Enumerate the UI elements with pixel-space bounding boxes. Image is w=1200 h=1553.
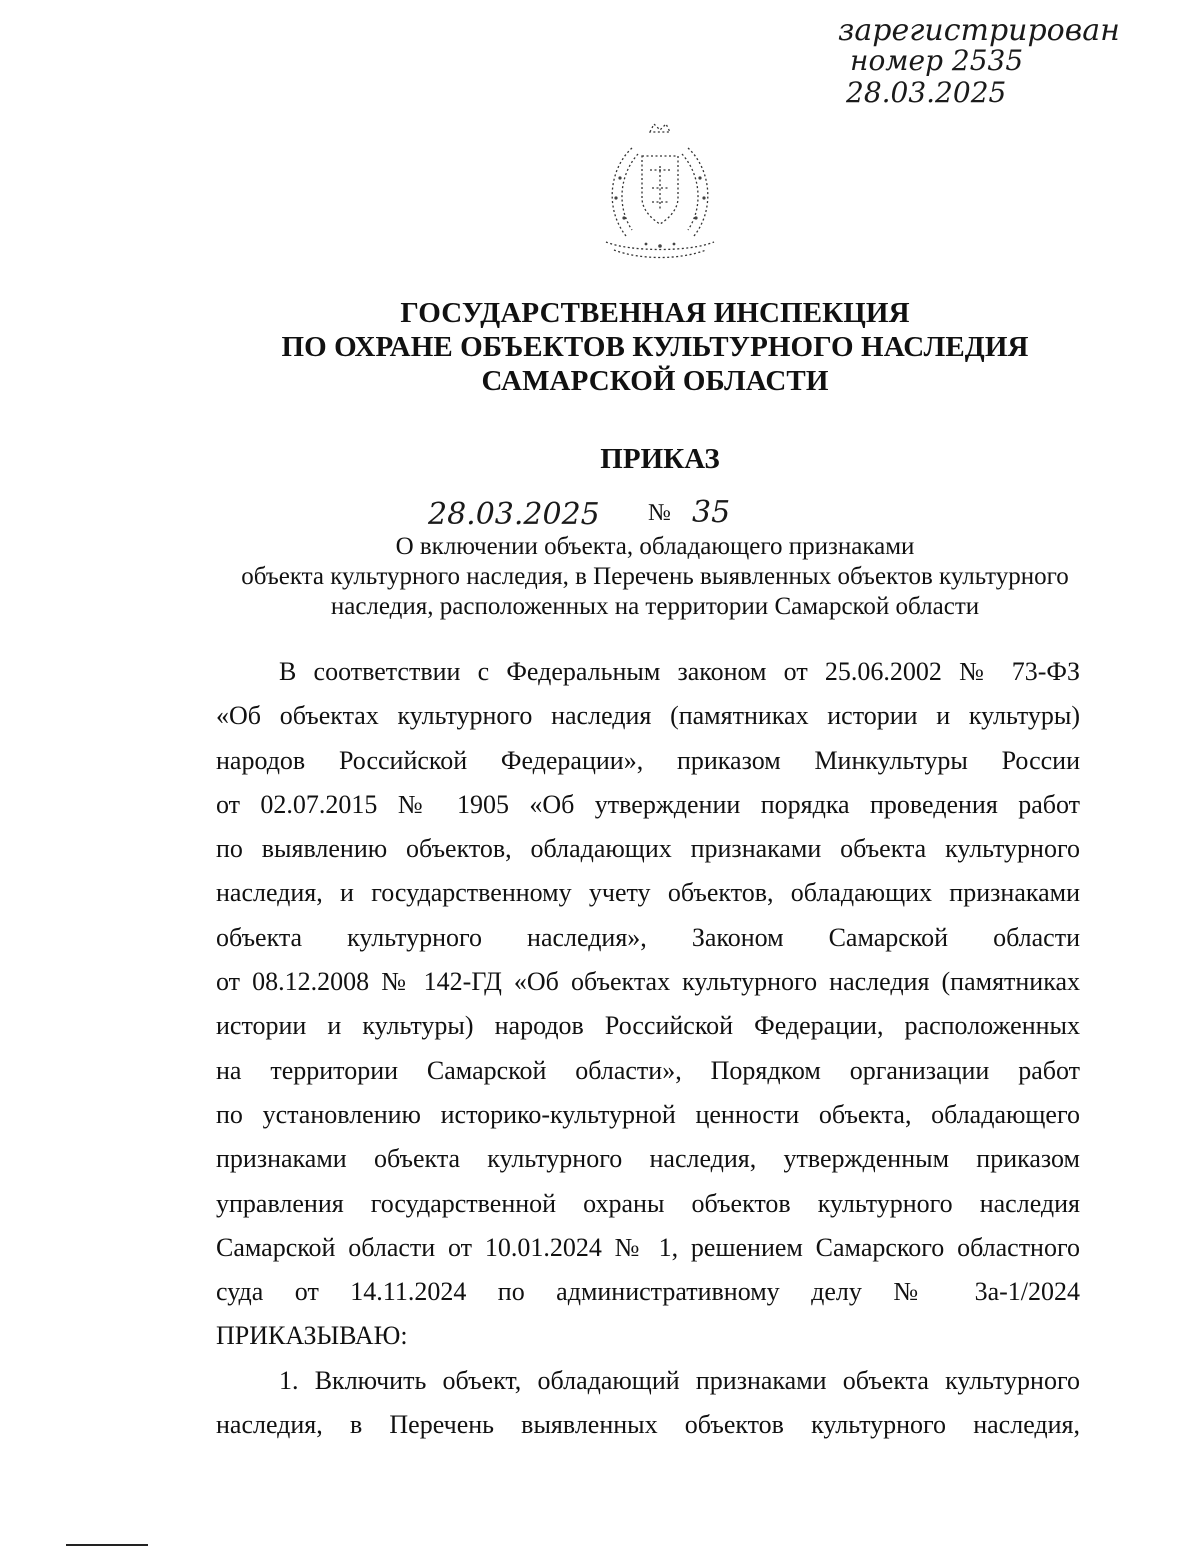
handwritten-date: 28.03.2025: [428, 497, 600, 532]
preamble-line: признаками объекта культурного наследия, утвержденным приказом: [216, 1144, 1080, 1174]
preamble-line: на территории Самарской области», Порядком организации работ: [216, 1055, 1080, 1085]
subject-line3: наследия, расположенных на территории Самарской области: [330, 593, 980, 620]
preamble-line: народов Российской Федерации», приказом Минкультуры России: [216, 745, 1080, 775]
preamble-line: суда от 14.11.2024 по административному делу № 3а-1/2024: [216, 1277, 1080, 1307]
preamble-line: В соответствии с Федеральным законом от 25.06.2002 № 73-ФЗ: [279, 657, 1080, 686]
item1-line: 1. Включить объект, обладающий признаками объекта культурного: [279, 1365, 1080, 1395]
number-sign: №: [648, 500, 671, 526]
order-word: ПРИКАЗЫВАЮ:: [216, 1321, 408, 1351]
document-body: [216, 650, 1080, 1447]
preamble-line: по установлению историко-культурной ценности объекта, обладающего: [216, 1099, 1080, 1129]
preamble-line: управления государственной охраны объектов культурного наследия: [216, 1188, 1080, 1218]
document-kind: ПРИКАЗ: [600, 443, 720, 475]
stamp-line3: 28.03.2025: [846, 76, 1007, 109]
preamble-line: «Об объектах культурного наследия (памятниках истории и культуры): [216, 701, 1080, 731]
handwritten-number: 35: [692, 495, 731, 530]
preamble-line: наследия, и государственному учету объектов, обладающих признаками: [216, 878, 1080, 908]
stamp-line2: номер 2535: [850, 44, 1024, 77]
organization-title-line3: САМАРСКОЙ ОБЛАСТИ: [481, 365, 829, 397]
organization-title: [200, 296, 1110, 398]
preamble-line: истории и культуры) народов Российской Федерации, расположенных: [216, 1011, 1080, 1041]
document-subject: [200, 532, 1110, 622]
subject-line1: О включении объекта, обладающего признаками: [395, 533, 915, 560]
organization-title-line1: ГОСУДАРСТВЕННАЯ ИНСПЕКЦИЯ: [400, 297, 910, 329]
preamble-line: Самарской области от 10.01.2024 № 1, решением Самарского областного: [216, 1232, 1080, 1262]
date-number-row: [420, 488, 800, 538]
item1-line: наследия, в Перечень выявленных объектов культурного наследия,: [216, 1410, 1080, 1440]
stamp-line1: зарегистрирован: [838, 13, 1120, 48]
organization-title-line2: ПО ОХРАНЕ ОБЪЕКТОВ КУЛЬТУРНОГО НАСЛЕДИЯ: [281, 331, 1029, 363]
preamble-line: от 02.07.2015 № 1905 «Об утверждении порядка проведения работ: [216, 789, 1080, 819]
preamble-line: объекта культурного наследия», Законом Самарской области: [216, 922, 1080, 952]
subject-line2: объекта культурного наследия, в Перечень выявленных объектов культурного: [241, 563, 1069, 590]
footnote-divider: [66, 1544, 148, 1546]
registration-stamp: [828, 6, 1120, 116]
preamble-line: от 08.12.2008 № 142-ГД «Об объектах культурного наследия (памятниках: [216, 967, 1080, 997]
coat-of-arms-icon: [590, 118, 730, 268]
preamble-line: по выявлению объектов, обладающих признаками объекта культурного: [216, 834, 1080, 864]
